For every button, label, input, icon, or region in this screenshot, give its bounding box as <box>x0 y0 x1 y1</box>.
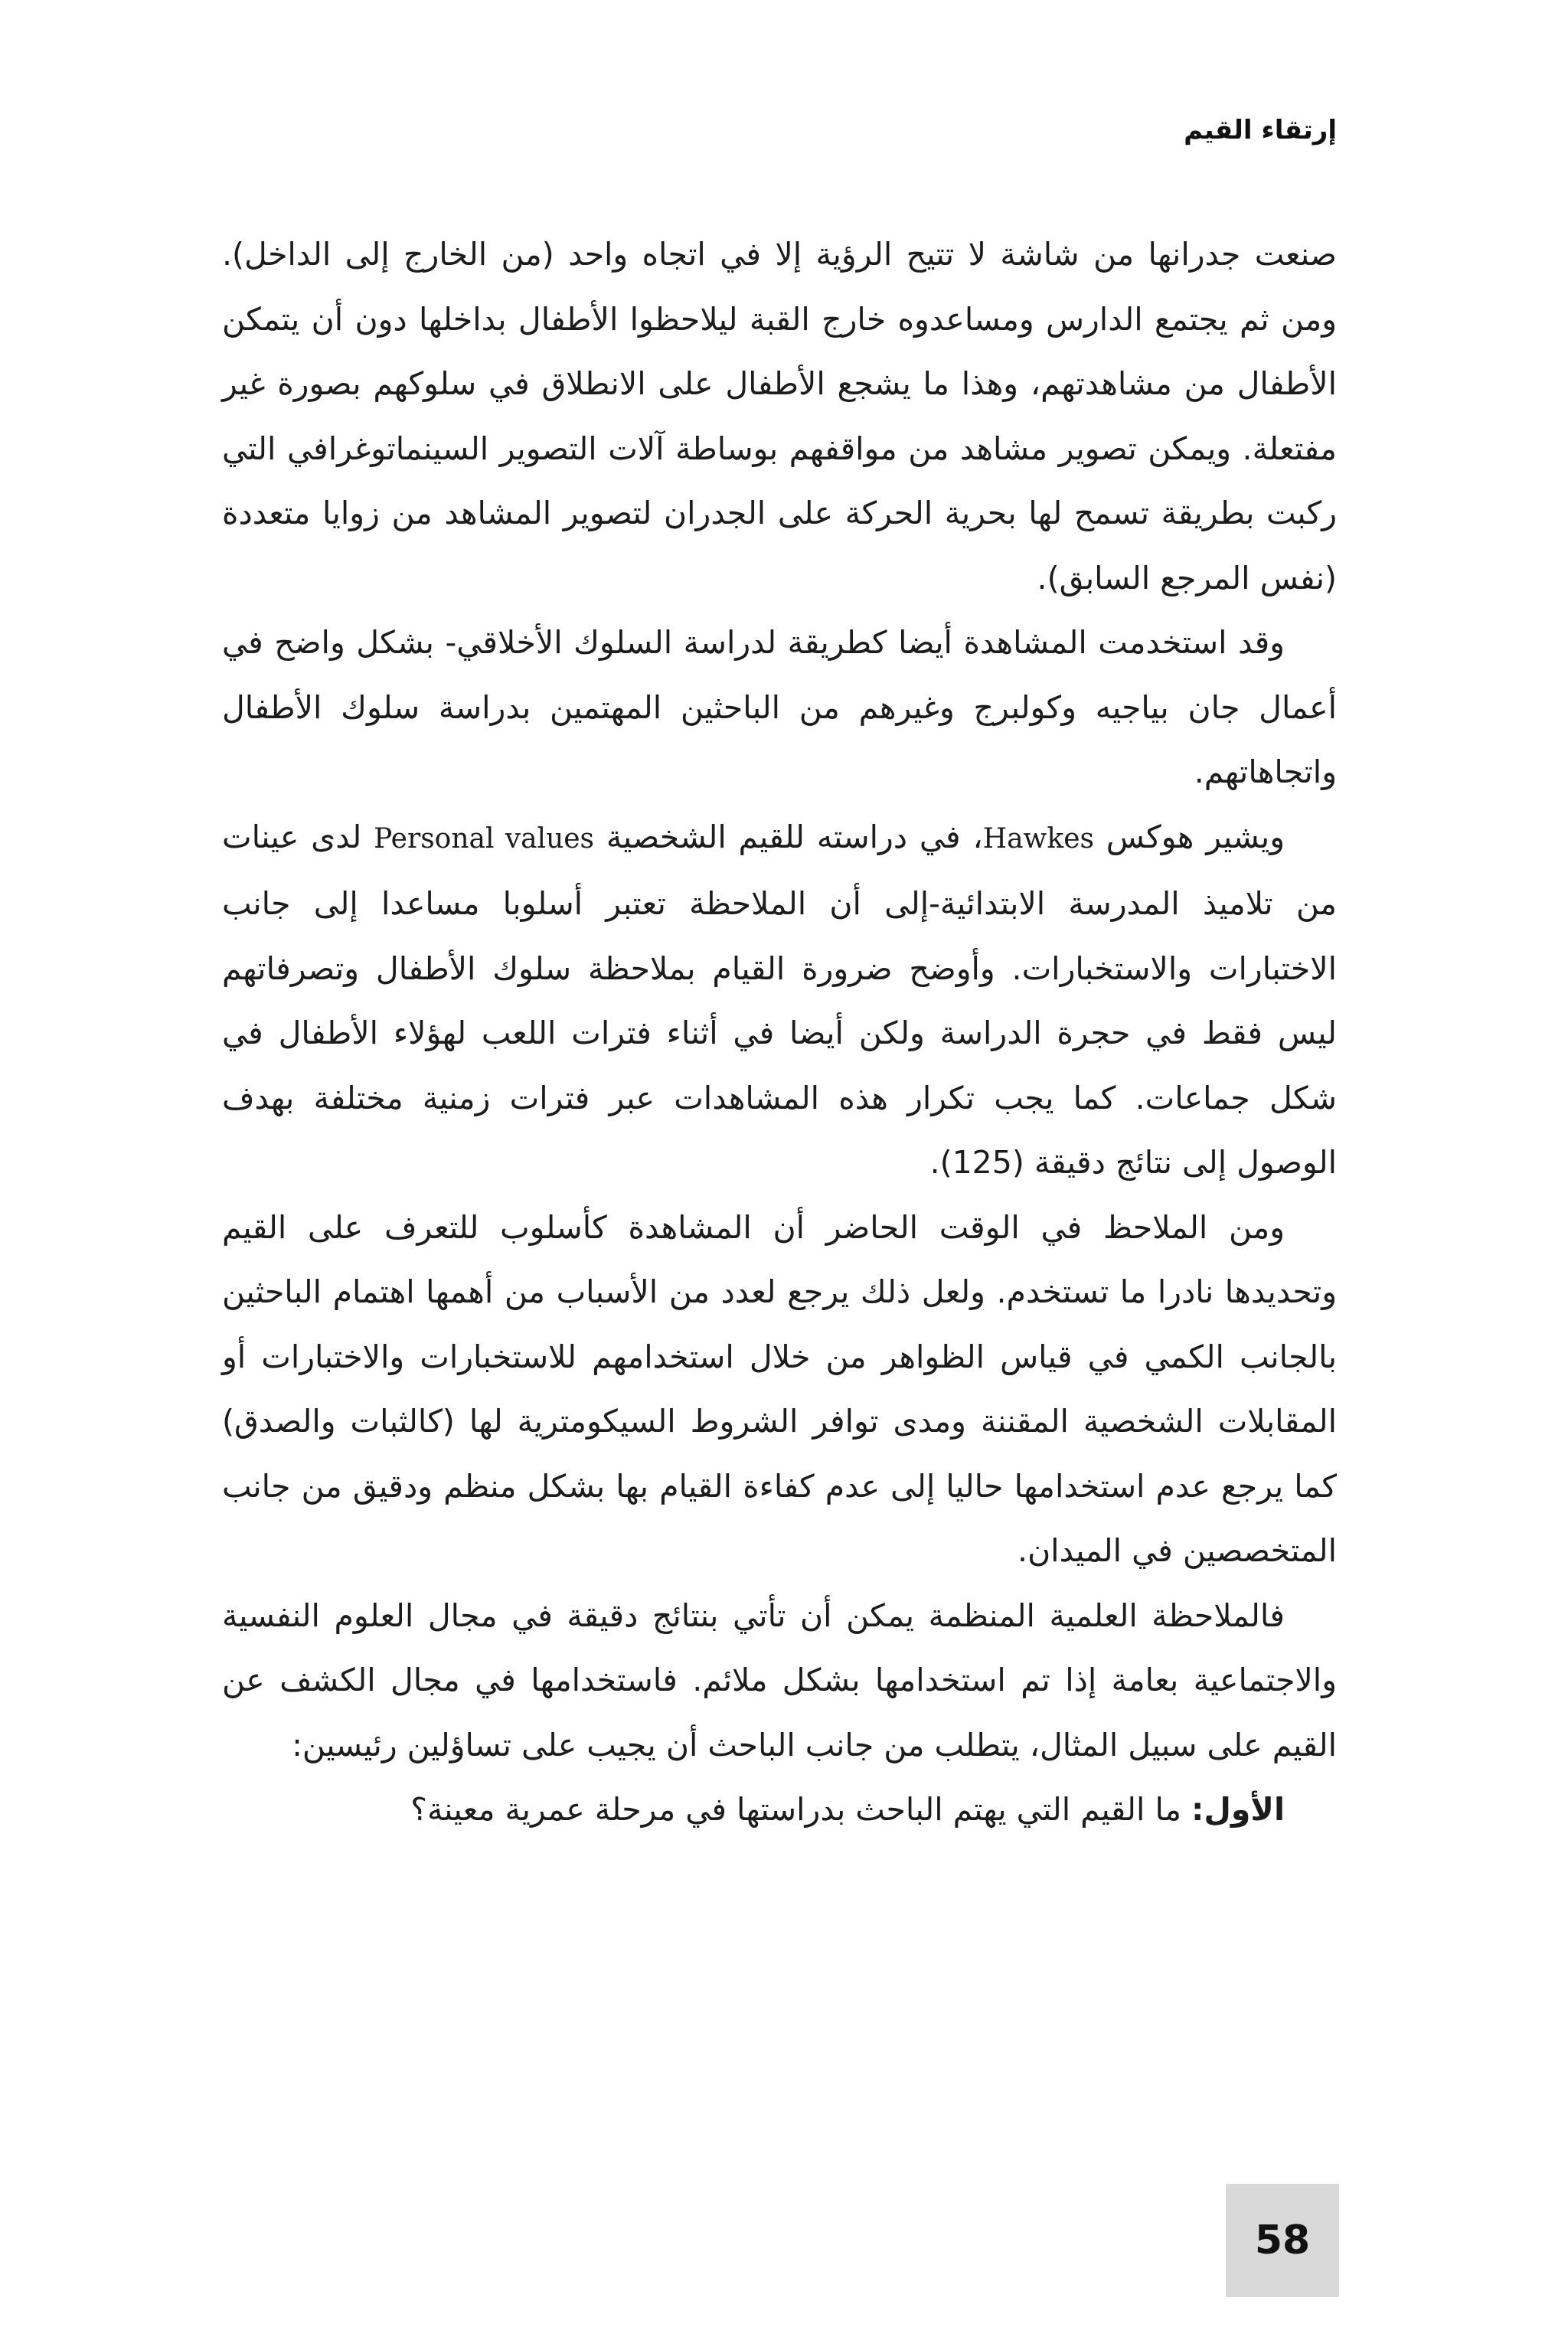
paragraph-5: فالملاحظة العلمية المنظمة يمكن أن تأتي بنتائج دقيقة في مجال العلوم النفسية والاجتماعية بعامة إذا تم استخدامها بشكل ملائم. فاستخدامها في مجال الكشف عن القيم على سبيل المثال، يتطلب من جانب الباحث أن يجيب على تساؤلين رئيسين: <box>222 1597 1337 1763</box>
body-text <box>222 222 1337 1842</box>
paragraph-3-part-2: ، في دراسته للقيم الشخصية <box>594 818 983 855</box>
latin-term-personal-values: Personal values <box>374 822 595 855</box>
paragraph-3-part-3: لدى عينات من تلاميذ المدرسة الابتدائية-إلى أن الملاحظة تعتبر أسلوبا مساعدا إلى جانب الاختبارات والاستخبارات. وأوضح ضرورة القيام بملاحظة سلوك الأطفال وتصرفاتهم ليس فقط في حجرة الدراسة ولكن أيضا في أثناء فترات اللعب لهؤلاء الأطفال في شكل جماعات. كما يجب تكرار هذه المشاهدات عبر فترات زمنية مختلفة بهدف الوصول إلى نتائج دقيقة (125). <box>222 818 1337 1181</box>
running-title: إرتقاء القيم <box>1184 115 1337 145</box>
latin-name-hawkes: Hawkes <box>982 822 1094 855</box>
question-lead: الأول: <box>1191 1791 1285 1828</box>
paragraph-1: صنعت جدرانها من شاشة لا تتيح الرؤية إلا في اتجاه واحد (من الخارج إلى الداخل). ومن ثم يجتمع الدارس ومساعدوه خارج القبة ليلاحظوا الأطفال بداخلها دون أن يتمكن الأطفال من مشاهدتهم، وهذا ما يشجع الأطفال على الانطلاق في سلوكهم بصورة غير مفتعلة. ويمكن تصوير مشاهد من مواقفهم بوساطة آلات التصوير السينماتوغرافي التي ركبت بطريقة تسمح لها بحرية الحركة على الجدران لتصوير المشاهد من زوايا متعددة (نفس المرجع السابق). <box>222 236 1337 596</box>
paragraph-4: ومن الملاحظ في الوقت الحاضر أن المشاهدة كأسلوب للتعرف على القيم وتحديدها نادرا ما تستخدم. ولعل ذلك يرجع لعدد من الأسباب من أهمها اهتمام الباحثين بالجانب الكمي في قياس الظواهر من خلال استخدامهم للاستخبارات والاختبارات أو المقابلات الشخصية المقننة ومدى توافر الشروط السيكومترية لها (كالثبات والصدق) كما يرجع عدم استخدامها حاليا إلى عدم كفاءة القيام بها بشكل منظم ودقيق من جانب المتخصصين في الميدان. <box>222 1208 1337 1569</box>
paragraph-3-part-1: ويشير هوكس <box>1093 818 1285 855</box>
question-text: ما القيم التي يهتم الباحث بدراستها في مرحلة عمرية معينة؟ <box>410 1791 1191 1828</box>
page-number-box <box>1226 2184 1339 2297</box>
paragraph-2: وقد استخدمت المشاهدة أيضا كطريقة لدراسة السلوك الأخلاقي- بشكل واضح في أعمال جان بياجيه وكولبرج وغيرهم من الباحثين المهتمين بدراسة سلوك الأطفال واتجاهاتهم. <box>222 624 1337 790</box>
paragraph-3 <box>222 805 1337 1195</box>
page-number: 58 <box>1254 2218 1311 2263</box>
question-first <box>222 1777 1337 1842</box>
